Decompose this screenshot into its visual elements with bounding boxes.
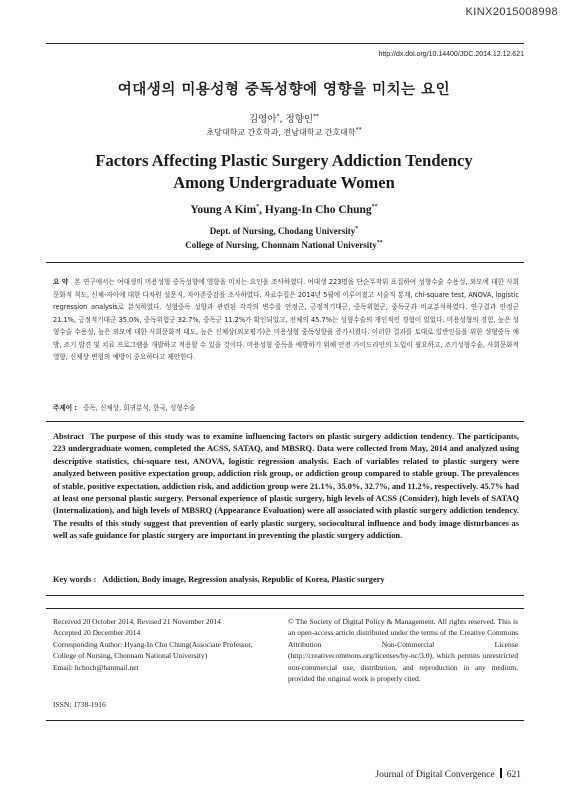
korean-author-1: 김영아: [248, 114, 277, 125]
footer-bottom-rule: [46, 720, 524, 721]
english-abstract: [53, 431, 519, 543]
english-title: [0, 150, 568, 194]
english-abstract-text: The purpose of this study was to examine influencing factors on plastic surgery addiction tendency. The participants, 223 undergraduate women, completed the ACSS, SATAQ, and MBSRQ. Data were collected from May, 2014 and analyzed using descriptive statistics, chi-square test, ANOVA, logistic regression analysis. Each of variables related to plastic surgery were analyzed between positive expectation group, addiction risk group, or addiction group compared to stable group. The prevalences of stable, positive expectation, addiction risk, and addiction group were 21.1%, 35.0%, 32.7%, and 11.2%, respectively. 45.7% had at least one personal plastic surgery. Personal experience of plastic surgery, high levels of ACSS (Consider), high levels of SATAQ (Internalization), and high levels of MBSRQ (Appearance Evaluation) were all associated with plastic surgery addiction tendency. The results of this study suggest that prevention of early plastic surgery, sociocultural influence and body image disturbances as well as safe guidance for plastic surgery are important in preventing the plastic surgery addiction.: [53, 432, 519, 541]
english-title-line-2: Among Undergraduate Women: [173, 173, 395, 192]
korean-abstract-label: 요 약: [53, 278, 69, 286]
english-authors: Young A Kim*, Hyang-In Cho Chung**: [190, 204, 378, 216]
author-email[interactable]: Email: hchoch@hanmail.net: [53, 662, 139, 672]
english-author-2: Hyang-In Cho Chung: [264, 204, 372, 216]
footer-top-rule: [46, 608, 524, 609]
kinx-id: KINX2015008998: [465, 6, 558, 18]
korean-keywords-text: 중독, 신체상, 회귀분석, 한국, 성형수술: [83, 404, 196, 412]
english-keywords: [53, 575, 519, 584]
top-rule: [46, 43, 524, 44]
doi-link[interactable]: http://dx.doi.org/10.14400/JDC.2014.12.12.621: [378, 51, 524, 58]
copyright-notice: © The Society of Digital Policy & Management. All rights reserved. This is an open-access article distributed under the terms of the Creative Commons Attribution Non-Commercial License (http://creativecommons.org/licenses/by-nc/3.0), which permits unrestricted non-commercial use, distribution, and reproduction in any medium, provided the original work is properly cited.: [288, 617, 518, 684]
korean-author-2: 정향인: [285, 114, 314, 125]
korean-authors: 김영아*, 정향인**: [248, 112, 320, 125]
english-keywords-text: Addiction, Body image, Regression analysis, Republic of Korea, Plastic surgery: [102, 575, 385, 584]
journal-footer: [375, 768, 521, 780]
abstract-bottom-rule: [46, 595, 524, 596]
english-abstract-label: Abstract: [53, 432, 85, 441]
english-keywords-label: Key words :: [53, 575, 97, 584]
abstract-top-rule: [46, 262, 524, 263]
korean-keywords-label: 주제어 :: [53, 404, 78, 412]
corresponding-author: Corresponding Author: Hyang-In Cho Chung(Associate Professor, College of Nursing, Chonnam National University): [53, 639, 253, 661]
english-affiliation-2: College of Nursing, Chonnam National University**: [185, 240, 383, 250]
accepted-date: Accepted 20 December 2014: [53, 628, 141, 638]
issn: ISSN: 1738-1916: [53, 700, 106, 709]
english-title-line-1: Factors Affecting Plastic Surgery Addiction Tendency: [95, 151, 473, 170]
korean-keywords: [53, 402, 519, 412]
korean-abstract-text: 본 연구에서는 여대생의 미용성형 중독성향에 영향을 미치는 요인을 조사하였다. 여대생 223명을 단순무작위 표집하여 성형수술 수용성, 외모에 대한 사회문화적 척도, 신체-자아에 대한 다차원 설문지, 자아존중감을 조사하였다. 자료수집은 2014년 5월에 이루어졌고 서술적 통계, chi-square test, ANOVA, logistic regression analysis로 분석하였다. 성형중독 성향과 관련된 각각의 변수를 안정군, 긍정적기대군, 중독위험군, 중독군과 비교분석하였다. 연구결과 안정군 21.1%, 긍정적기대군 35.0%, 중독위험군 32.7%, 중독군 11.2%가 확인되었고, 전체의 45.7%는 성형수술의 개인적인 경험이 있었다. 미용성형의 경험, 높은 성형수술 수용성, 높은 외모에 대한 사회문화적 태도, 높은 신체상(외모평가)은 미용성형 중독성향을 증가시켰다. 이러한 결과를 토대로 일반인들을 위한 성형중독 예방, 조기 발견 및 치료 프로그램을 개발하고 적용할 수 있을 것이다. 미용성형 중독을 예방하기 위해 안전 가이드라인의 도입이 필요하고, 조기성형수술, 사회문화적 영향, 신체상 변형의 예방이 중요하다고 제안한다.: [53, 278, 519, 361]
separator-bar: [500, 768, 502, 778]
english-affiliations: [0, 224, 568, 252]
korean-abstract: [53, 276, 519, 364]
page-number: 621: [506, 770, 521, 780]
article-history: [53, 616, 275, 673]
korean-affiliations: 초당대학교 간호학과, 전남대학교 간호대학**: [206, 126, 362, 137]
korean-english-rule: [46, 421, 524, 422]
received-date: Received 20 October 2014, Revised 21 November 2014: [53, 617, 221, 626]
english-affiliation-1: Dept. of Nursing, Chodang University*: [209, 226, 359, 236]
korean-title: 여대생의 미용성형 중독성향에 영향을 미치는 요인: [117, 82, 451, 98]
journal-name: Journal of Digital Convergence: [375, 770, 495, 780]
english-author-1: Young A Kim: [190, 204, 257, 216]
